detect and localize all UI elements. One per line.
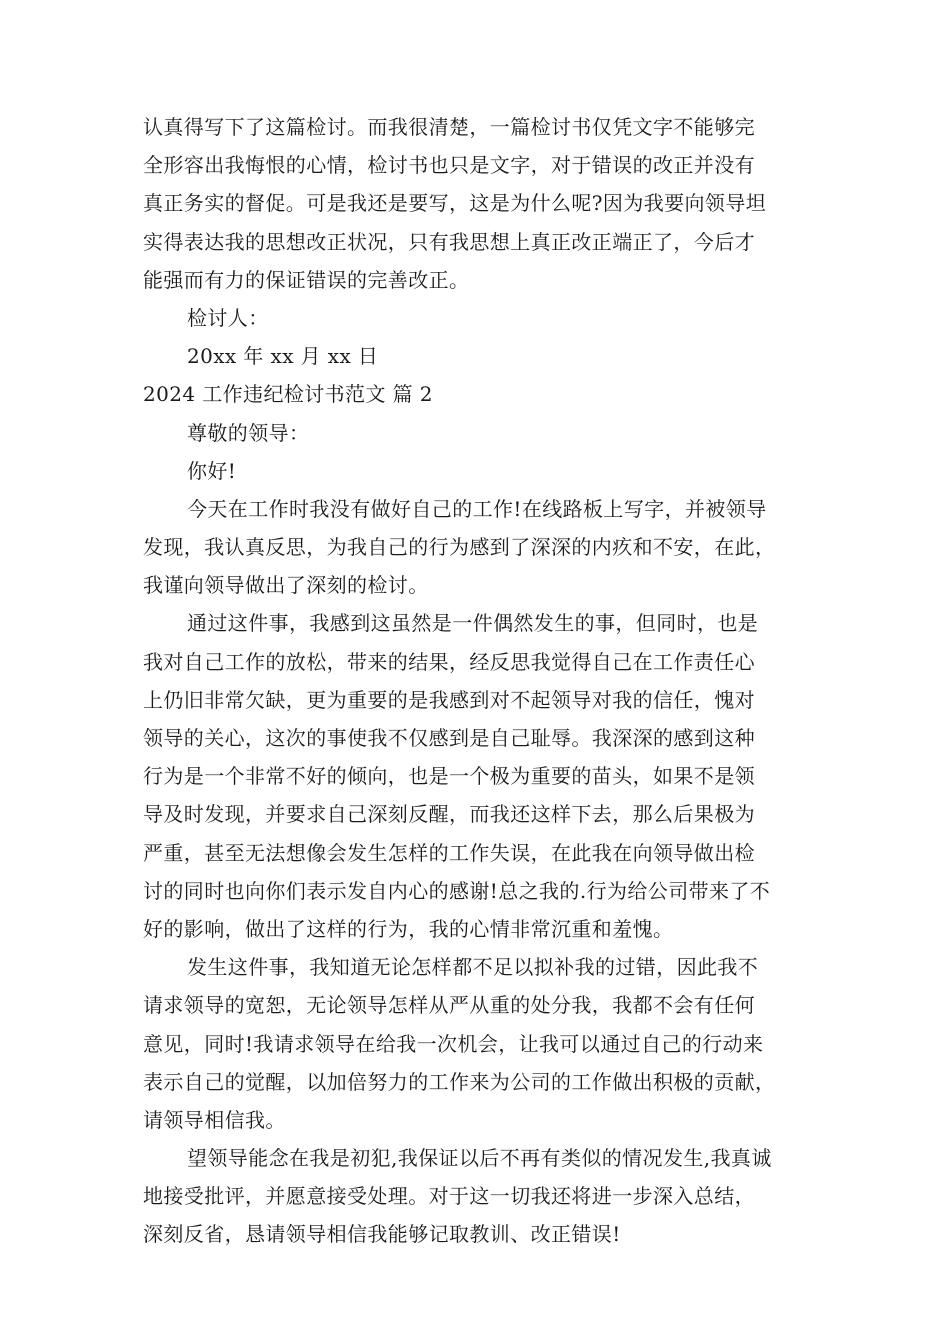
text-line: 能强而有力的保证错误的完善改正。 <box>143 267 470 292</box>
text-line: 发现，我认真反思，为我自己的行为感到了深深的内疚和不安，在此， <box>143 535 776 560</box>
text-line: 通过这件事，我感到这虽然是一件偶然发生的事，但同时，也是 <box>187 611 759 636</box>
text-line: 2024 工作违纪检讨书范文 篇 2 <box>143 382 433 407</box>
text-line: 尊敬的领导： <box>187 420 310 445</box>
text-line: 导及时发现，并要求自己深刻反醒，而我还这样下去，那么后果极为 <box>143 802 755 827</box>
text-line: 今天在工作时我没有做好自己的工作!在线路板上写字，并被领导 <box>187 496 767 521</box>
text-line: 讨的同时也向你们表示发自内心的感谢!总之我的.行为给公司带来了不 <box>143 878 771 903</box>
text-line: 检讨人： <box>187 305 269 330</box>
text-line: 好的影响，做出了这样的行为，我的心情非常沉重和羞愧。 <box>143 916 674 941</box>
text-line: 你好! <box>187 458 237 483</box>
text-line: 请求领导的宽恕，无论领导怎样从严从重的处分我，我都不会有任何 <box>143 993 755 1018</box>
text-line: 我对自己工作的放松，带来的结果，经反思我觉得自己在工作责任心 <box>143 649 755 674</box>
text-line: 认真得写下了这篇检讨。而我很清楚，一篇检讨书仅凭文字不能够完 <box>143 115 755 139</box>
document-page <box>143 108 813 1254</box>
text-line: 望领导能念在我是初犯,我保证以后不再有类似的情况发生,我真诚 <box>187 1146 772 1171</box>
text-line: 全形容出我悔恨的心情，检讨书也只是文字，对于错误的改正并没有 <box>143 153 755 178</box>
text-line: 地接受批评，并愿意接受处理。对于这一切我还将进一步深入总结， <box>143 1184 755 1209</box>
text-line: 真正务实的督促。可是我还是要写，这是为什么呢?因为我要向领导坦 <box>143 191 767 216</box>
text-line: 请领导相信我。 <box>143 1107 286 1132</box>
text-line: 上仍旧非常欠缺，更为重要的是我感到对不起领导对我的信任，愧对 <box>143 687 755 712</box>
text-line: 我谨向领导做出了深刻的检讨。 <box>143 573 429 598</box>
text-line: 发生这件事，我知道无论怎样都不足以拟补我的过错，因此我不 <box>187 955 759 980</box>
text-line: 行为是一个非常不好的倾向，也是一个极为重要的苗头，如果不是领 <box>143 764 755 789</box>
text-line: 意见，同时!我请求领导在给我一次机会，让我可以通过自己的行动来 <box>143 1031 764 1056</box>
text-line: 领导的关心，这次的事使我不仅感到是自己耻辱。我深深的感到这种 <box>143 726 755 750</box>
text-line: 表示自己的觉醒，以加倍努力的工作来为公司的工作做出积极的贡献， <box>143 1069 776 1094</box>
text-line: 实得表达我的思想改正状况，只有我思想上真正改正端正了，今后才 <box>143 229 755 254</box>
text-line: 深刻反省，恳请领导相信我能够记取教训、改正错误! <box>143 1222 621 1247</box>
text-line: 20xx 年 xx 月 xx 日 <box>187 344 379 369</box>
text-line: 严重，甚至无法想像会发生怎样的工作失误，在此我在向领导做出检 <box>143 840 755 865</box>
